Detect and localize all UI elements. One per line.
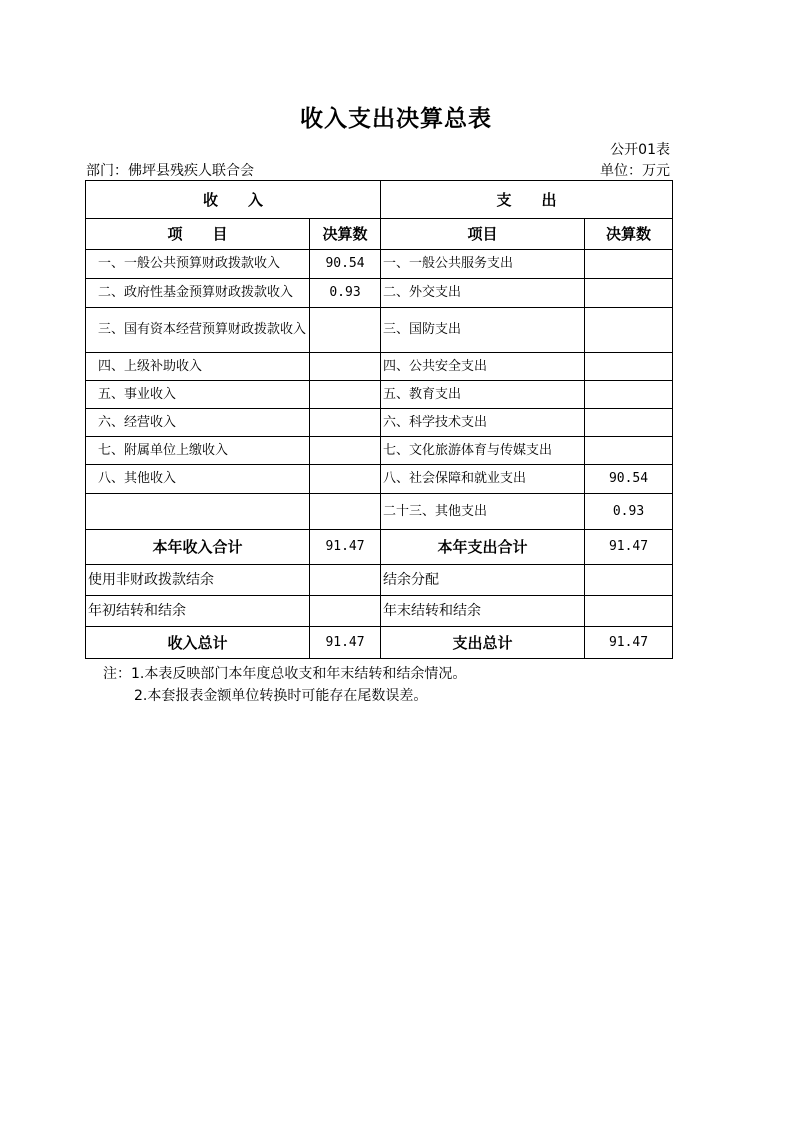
expense-item: 二十三、其他支出 (381, 494, 585, 530)
table-row (86, 250, 673, 279)
income-amount (310, 465, 381, 494)
table-row (86, 596, 673, 627)
grand-expense-total-amount: 91.47 (585, 627, 673, 659)
table-row (86, 381, 673, 409)
unit-label: 单位：万元 (600, 163, 670, 179)
income-item: 二、政府性基金预算财政拨款收入 (86, 279, 310, 308)
income-item: 使用非财政拨款结余 (86, 565, 310, 596)
expense-amount (585, 409, 673, 437)
table-row (86, 279, 673, 308)
income-amount (310, 353, 381, 381)
note-1: 注：1.本表反映部门本年度总收支和年末结转和结余情况。 (103, 666, 467, 682)
year-expense-total-amount: 91.47 (585, 530, 673, 565)
form-number: 公开01表 (610, 142, 670, 158)
expense-item: 三、国防支出 (381, 308, 585, 353)
income-amount-header: 决算数 (310, 219, 381, 250)
expense-amount (585, 381, 673, 409)
expense-amount (585, 250, 673, 279)
table-row (86, 437, 673, 465)
income-item: 三、国有资本经营预算财政拨款收入 (86, 308, 310, 353)
table-row (86, 308, 673, 353)
grand-expense-total-label: 支出总计 (381, 627, 585, 659)
income-item: 一、一般公共预算财政拨款收入 (86, 250, 310, 279)
year-expense-total-label: 本年支出合计 (381, 530, 585, 565)
expense-amount (585, 596, 673, 627)
expense-item: 二、外交支出 (381, 279, 585, 308)
grand-income-total-label: 收入总计 (86, 627, 310, 659)
income-item (86, 494, 310, 530)
expense-item: 八、社会保障和就业支出 (381, 465, 585, 494)
expense-item: 七、文化旅游体育与传媒支出 (381, 437, 585, 465)
expense-amount (585, 308, 673, 353)
income-section-header: 收 入 (86, 181, 381, 219)
expense-item-header: 项目 (381, 219, 585, 250)
notes (103, 663, 466, 707)
expense-amount: 0.93 (585, 494, 673, 530)
year-total-row (86, 530, 673, 565)
table-row (86, 353, 673, 381)
income-item: 七、附属单位上缴收入 (86, 437, 310, 465)
expense-amount (585, 437, 673, 465)
grand-income-total-amount: 91.47 (310, 627, 381, 659)
income-amount (310, 565, 381, 596)
expense-item: 结余分配 (381, 565, 585, 596)
expense-item: 年末结转和结余 (381, 596, 585, 627)
expense-amount (585, 565, 673, 596)
expense-amount: 90.54 (585, 465, 673, 494)
table-row (86, 465, 673, 494)
income-item: 四、上级补助收入 (86, 353, 310, 381)
expense-section-header: 支 出 (381, 181, 673, 219)
income-amount (310, 596, 381, 627)
budget-summary-table (85, 180, 673, 659)
expense-amount (585, 353, 673, 381)
income-item: 年初结转和结余 (86, 596, 310, 627)
income-item: 八、其他收入 (86, 465, 310, 494)
income-item: 五、事业收入 (86, 381, 310, 409)
year-income-total-label: 本年收入合计 (86, 530, 310, 565)
table-row (86, 409, 673, 437)
income-amount (310, 308, 381, 353)
column-header-row (86, 219, 673, 250)
expense-item: 六、科学技术支出 (381, 409, 585, 437)
department-label: 部门：佛坪县残疾人联合会 (86, 163, 254, 179)
grand-total-row (86, 627, 673, 659)
expense-amount (585, 279, 673, 308)
expense-item: 一、一般公共服务支出 (381, 250, 585, 279)
expense-amount-header: 决算数 (585, 219, 673, 250)
note-2: 2.本套报表金额单位转换时可能存在尾数误差。 (134, 688, 428, 704)
income-item: 六、经营收入 (86, 409, 310, 437)
income-amount: 0.93 (310, 279, 381, 308)
expense-item: 四、公共安全支出 (381, 353, 585, 381)
table-row (86, 494, 673, 530)
income-amount (310, 381, 381, 409)
section-header-row (86, 181, 673, 219)
year-income-total-amount: 91.47 (310, 530, 381, 565)
page-title: 收入支出决算总表 (300, 106, 492, 132)
income-amount (310, 494, 381, 530)
income-amount (310, 409, 381, 437)
income-item-header: 项 目 (86, 219, 310, 250)
table-row (86, 565, 673, 596)
income-amount (310, 437, 381, 465)
expense-item: 五、教育支出 (381, 381, 585, 409)
income-amount: 90.54 (310, 250, 381, 279)
